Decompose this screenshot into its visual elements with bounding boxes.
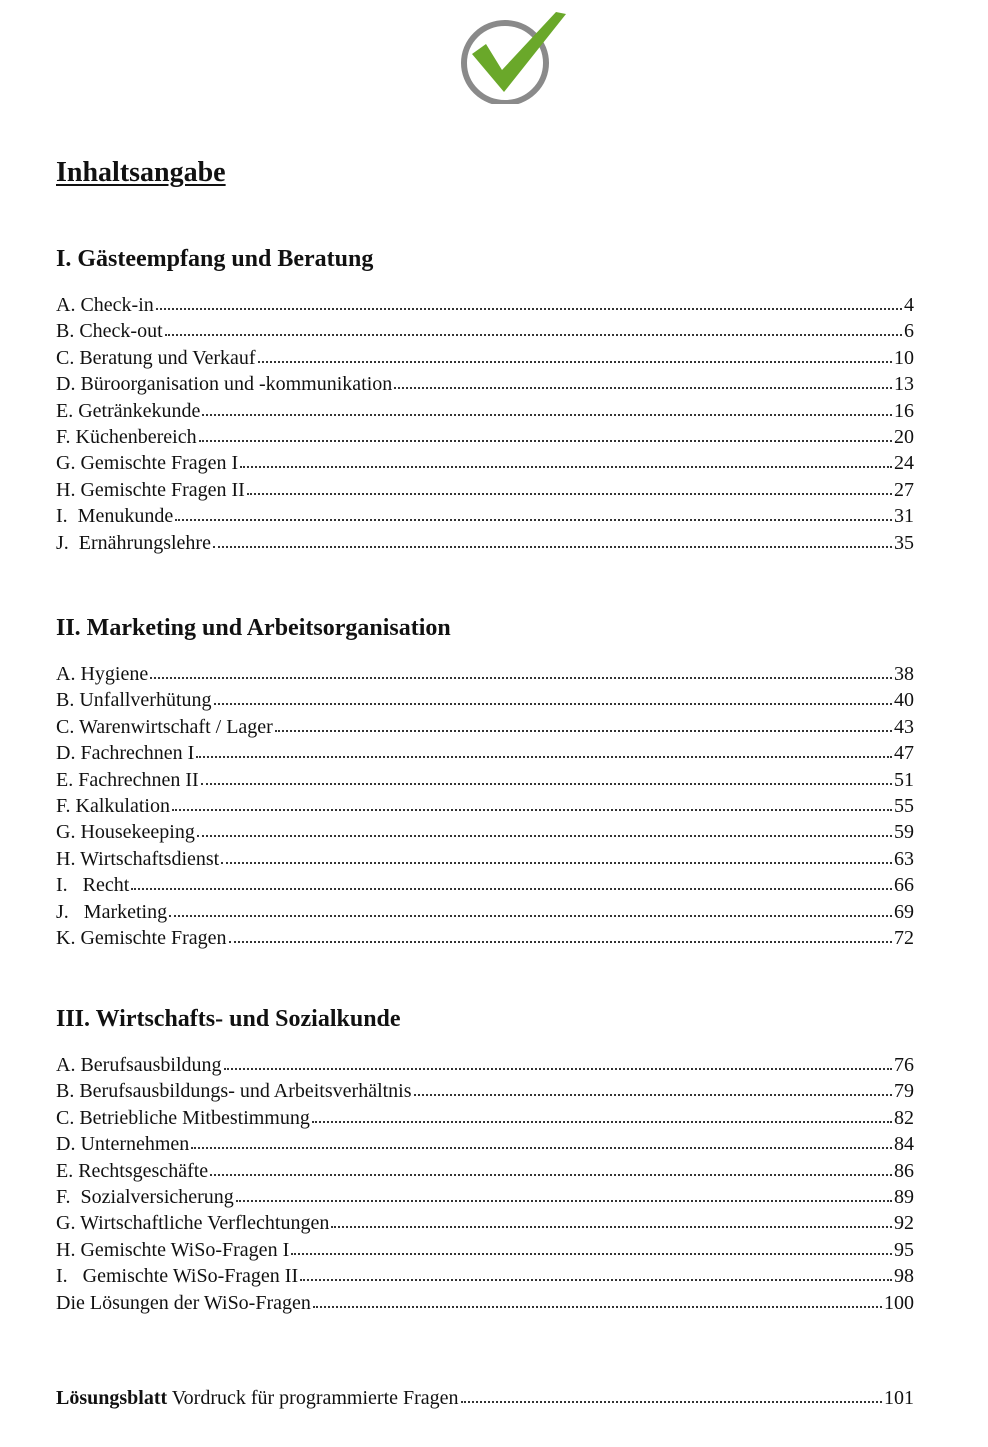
toc-entry[interactable]: I. Menukunde 31: [56, 505, 914, 528]
toc-entry[interactable]: C. Betriebliche Mitbestimmung 82: [56, 1106, 914, 1129]
toc-entry[interactable]: B. Berufsausbildungs- und Arbeitsverhältnis 79: [56, 1080, 914, 1103]
toc-entry[interactable]: E. Rechtsgeschäfte 86: [56, 1159, 914, 1182]
toc-entry[interactable]: J. Marketing 69: [56, 900, 914, 923]
toc-entry[interactable]: E. Fachrechnen II 51: [56, 768, 914, 791]
toc-entry[interactable]: B. Check-out 6: [56, 320, 914, 343]
toc-entry[interactable]: F. Sozialversicherung 89: [56, 1185, 914, 1208]
toc-entry[interactable]: G. Gemischte Fragen I 24: [56, 452, 914, 475]
section-heading-1: I. Gästeempfang und Beratung: [56, 246, 374, 272]
toc-list-2: [56, 661, 914, 951]
toc-entry[interactable]: K. Gemischte Fragen 72: [56, 926, 914, 949]
toc-entry[interactable]: D. Büroorganisation und -kommunikation 13: [56, 373, 914, 396]
toc-entry[interactable]: D. Fachrechnen I 47: [56, 742, 914, 765]
section-heading-3: III. Wirtschafts- und Sozialkunde: [56, 1006, 401, 1032]
toc-entry[interactable]: C. Warenwirtschaft / Lager 43: [56, 715, 914, 738]
toc-entry[interactable]: A. Check-in 4: [56, 294, 914, 316]
toc-entry[interactable]: C. Beratung und Verkauf 10: [56, 346, 914, 369]
toc-entry[interactable]: I. Recht 66: [56, 874, 914, 897]
toc-entry[interactable]: J. Ernährungslehre 35: [56, 531, 914, 554]
toc-entry[interactable]: G. Wirtschaftliche Verflechtungen 92: [56, 1212, 914, 1235]
toc-entry[interactable]: H. Wirtschaftsdienst 63: [56, 847, 914, 870]
section-heading-2: II. Marketing und Arbeitsorganisation: [56, 615, 451, 641]
toc-entry[interactable]: H. Gemischte Fragen II 27: [56, 478, 914, 501]
toc-footer: [56, 1385, 914, 1411]
loesungsblatt-label: Lösungsblatt: [56, 1387, 168, 1409]
toc-entry[interactable]: H. Gemischte WiSo-Fragen I 95: [56, 1238, 914, 1261]
toc-entry[interactable]: G. Housekeeping 59: [56, 821, 914, 844]
checkmark-circle-icon: [458, 8, 570, 104]
toc-entry[interactable]: A. Berufsausbildung 76: [56, 1054, 914, 1076]
toc-entry[interactable]: I. Gemischte WiSo-Fragen II 98: [56, 1265, 914, 1288]
toc-entry[interactable]: B. Unfallverhütung 40: [56, 689, 914, 712]
toc-entry[interactable]: E. Getränkekunde 16: [56, 399, 914, 422]
logo-ring: [464, 23, 546, 103]
toc-list-3: [56, 1052, 914, 1316]
toc-entry[interactable]: F. Kalkulation 55: [56, 794, 914, 817]
page-title: Inhaltsangabe: [56, 157, 226, 188]
toc-entry[interactable]: F. Küchenbereich 20: [56, 425, 914, 448]
toc-entry[interactable]: D. Unternehmen 84: [56, 1133, 914, 1156]
toc-entry-loesungsblatt[interactable]: Lösungsblatt Vordruck für programmierte Fragen 101: [56, 1387, 914, 1409]
toc-entry[interactable]: Die Lösungen der WiSo-Fragen 100: [56, 1291, 914, 1314]
toc-list-1: [56, 292, 914, 556]
toc-entry[interactable]: A. Hygiene 38: [56, 663, 914, 685]
